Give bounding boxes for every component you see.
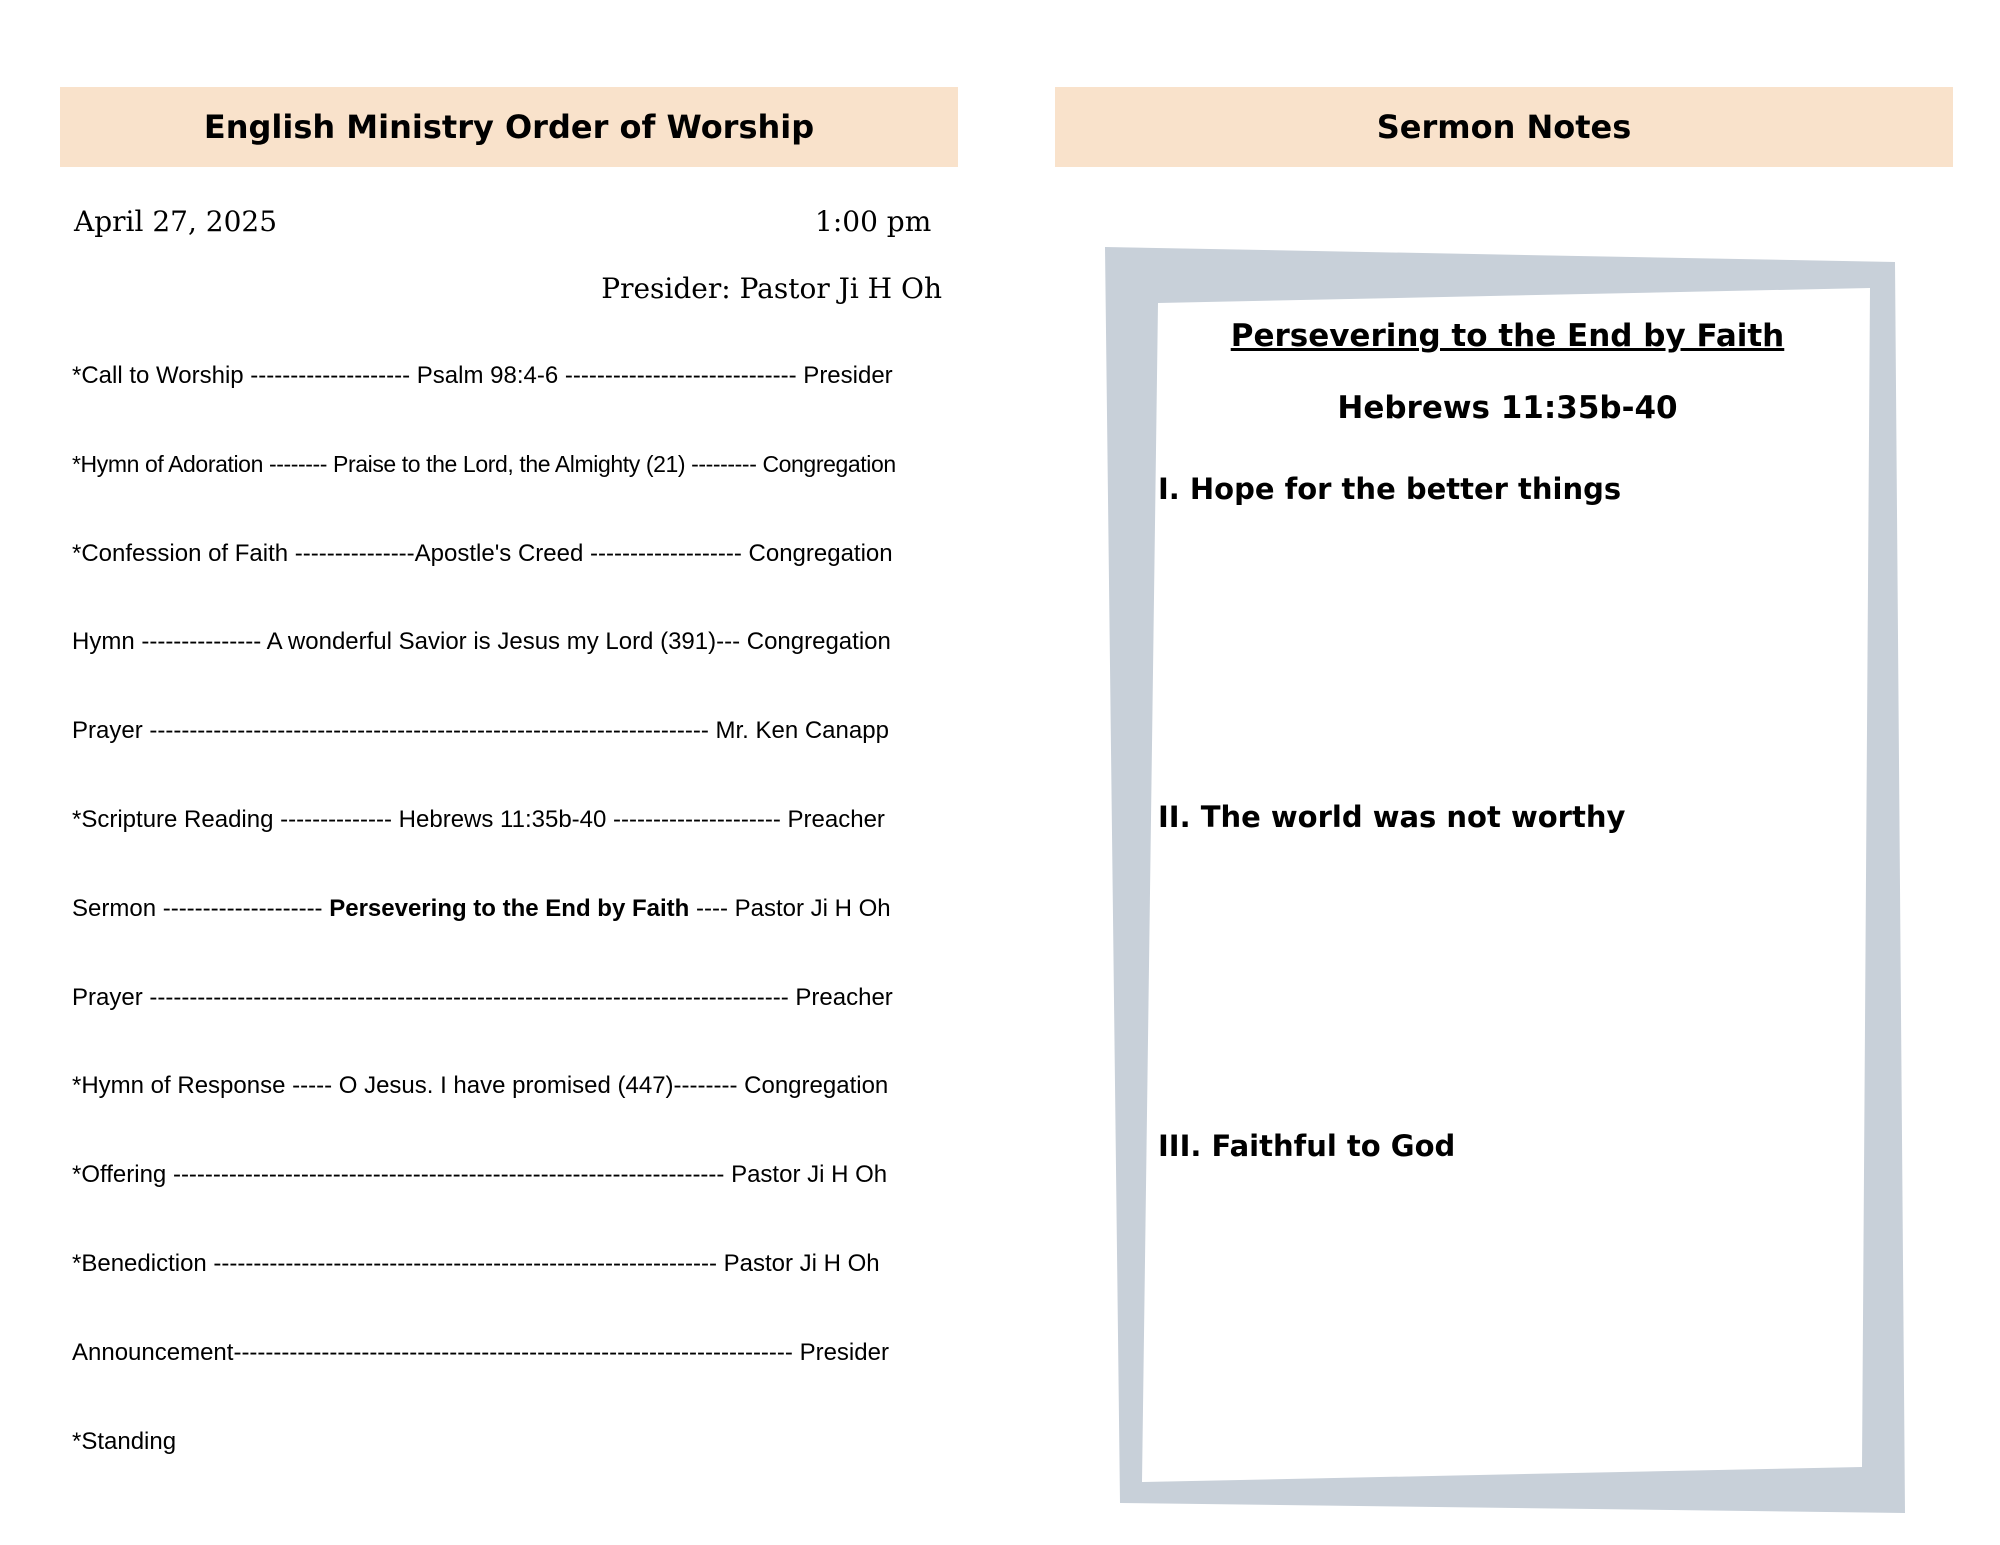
service-date: April 27, 2025 [74,205,278,238]
order-of-worship-list [72,362,942,1516]
sermon-point-1: I. Hope for the better things [1158,472,1622,506]
presider-line: Presider: Pastor Ji H Oh [601,272,942,305]
worship-item: *Hymn of Response ----- O Jesus. I have promised (447)-------- Congregation [72,1072,889,1100]
worship-item: *Benediction --------------------------------------------------------------- Pastor Ji H Oh [72,1249,880,1277]
worship-item: *Offering --------------------------------------------------------------------- Pastor Ji H Oh [72,1161,888,1189]
sermon-point-2: II. The world was not worthy [1158,800,1626,834]
sermon-notes-frame [1100,245,1910,1515]
sermon-item-suffix: ---- Pastor Ji H Oh [689,894,891,922]
worship-item: Prayer -------------------------------------------------------------------------------- Preacher [72,983,893,1011]
worship-item-sermon [72,895,942,984]
sermon-notes-header: Sermon Notes [1055,87,1953,167]
sermon-title: Persevering to the End by Faith [1230,318,1785,354]
worship-item: Prayer ---------------------------------------------------------------------- Mr. Ken Canapp [72,717,889,745]
service-time: 1:00 pm [815,205,932,238]
worship-header: English Ministry Order of Worship [60,87,958,167]
worship-item: Hymn --------------- A wonderful Savior is Jesus my Lord (391)--- Congregation [72,628,891,656]
worship-item: *Hymn of Adoration -------- Praise to the Lord, the Almighty (21) --------- Congregation [72,450,896,477]
sermon-item-prefix: Sermon -------------------- [72,894,330,922]
notes-frame-shape [1100,245,1910,1515]
sermon-point-3: III. Faithful to God [1158,1129,1456,1163]
sermon-item-title: Persevering to the End by Faith [329,894,690,922]
sermon-reference: Hebrews 11:35b-40 [1337,390,1678,426]
worship-item: *Call to Worship -------------------- Psalm 98:4-6 ----------------------------- Presider [72,362,893,389]
worship-item: *Standing [72,1427,177,1455]
worship-item: *Confession of Faith ---------------Apostle's Creed ------------------- Congregation [72,539,893,567]
worship-item: *Scripture Reading -------------- Hebrews 11:35b-40 --------------------- Preacher [72,805,885,833]
worship-item: Announcement---------------------------------------------------------------------- Presider [72,1338,889,1366]
